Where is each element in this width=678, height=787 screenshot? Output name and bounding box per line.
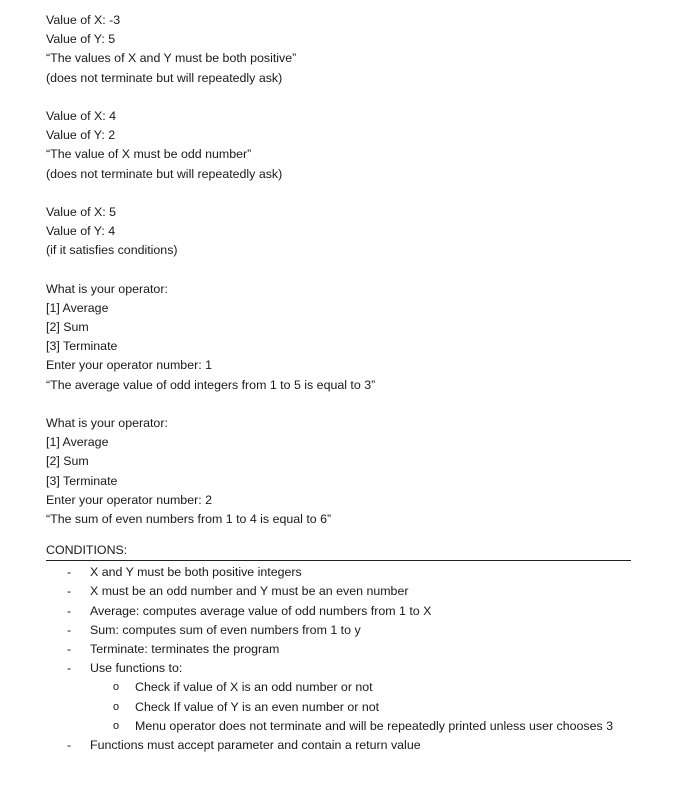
list-item: [46, 659, 646, 678]
example-even-x-input: [46, 107, 646, 184]
list-item-text: X must be an odd number and Y must be an even number: [90, 584, 409, 599]
spacer: [46, 184, 646, 203]
text-line: Enter your operator number: 1: [46, 358, 212, 373]
text-line: What is your operator:: [46, 281, 168, 296]
text-line: Value of Y: 2: [46, 128, 116, 143]
list-item: [46, 563, 646, 582]
text-line: [1] Average: [46, 435, 109, 450]
text-line: Enter your operator number: 2: [46, 492, 212, 507]
list-item-text: X and Y must be both positive integers: [90, 565, 302, 580]
list-item: [46, 582, 646, 601]
text-line: “The values of X and Y must be both positive”: [46, 51, 297, 66]
text-line: [3] Terminate: [46, 473, 118, 488]
text-line: [1] Average: [46, 300, 109, 315]
dash-bullet-icon: -: [67, 642, 72, 656]
dash-bullet-icon: -: [67, 737, 72, 752]
menu-example-sum: [46, 414, 646, 529]
dash-bullet-icon: -: [67, 622, 72, 637]
spacer: [46, 395, 646, 414]
spacer: [46, 260, 646, 279]
sub-list-item-text: Check if value of X is an odd number or not: [135, 680, 373, 695]
text-line: Value of X: 5: [46, 204, 117, 219]
example-valid-input: [46, 203, 646, 261]
dash-bullet-icon: -: [67, 661, 72, 676]
text-line: “The value of X must be odd number”: [46, 147, 252, 162]
text-line: (does not terminate but will repeatedly ask): [46, 166, 283, 181]
text-line: “The average value of odd integers from 1 to 5 is equal to 3”: [46, 377, 376, 392]
circle-bullet-icon: o: [113, 700, 120, 713]
text-line: Value of X: -3: [46, 13, 121, 27]
conditions-heading: CONDITIONS:: [46, 541, 631, 561]
list-item: [46, 640, 646, 659]
list-item: [46, 621, 646, 640]
document-page: [46, 11, 646, 755]
text-line: Value of Y: 5: [46, 32, 116, 47]
list-item-text: Use functions to:: [90, 661, 183, 676]
list-item-text: Average: computes average value of odd numbers from 1 to X: [90, 603, 432, 618]
circle-bullet-icon: o: [113, 719, 120, 732]
list-item-text: Functions must accept parameter and contain a return value: [90, 737, 421, 752]
example-negative-input: [46, 11, 646, 88]
circle-bullet-icon: o: [113, 681, 120, 694]
text-line: (does not terminate but will repeatedly ask): [46, 70, 283, 85]
text-line: [2] Sum: [46, 454, 89, 469]
sub-list-item-text: Check If value of Y is an even number or not: [135, 699, 380, 714]
sub-list-item-text: Menu operator does not terminate and will be repeatedly printed unless user chooses 3: [135, 718, 614, 733]
spacer: [46, 88, 646, 107]
conditions-list: [46, 563, 646, 755]
list-item-text: Sum: computes sum of even numbers from 1 to y: [90, 622, 361, 637]
menu-example-average: [46, 280, 646, 395]
text-line: [2] Sum: [46, 320, 89, 334]
text-line: What is your operator:: [46, 415, 168, 430]
text-line: (if it satisfies conditions): [46, 243, 178, 258]
sub-list-item: [46, 678, 646, 697]
text-line: “The sum of even numbers from 1 to 4 is equal to 6”: [46, 511, 332, 526]
text-line: [3] Terminate: [46, 339, 118, 354]
list-item: [46, 736, 646, 755]
dash-bullet-icon: -: [67, 584, 72, 599]
sub-list-item: [46, 698, 646, 717]
sub-list-item: [46, 717, 646, 736]
text-line: Value of Y: 4: [46, 224, 116, 239]
list-item: [46, 602, 646, 621]
dash-bullet-icon: -: [67, 603, 72, 618]
list-item-text: Terminate: terminates the program: [90, 642, 280, 656]
text-line: Value of X: 4: [46, 108, 117, 123]
dash-bullet-icon: -: [67, 565, 72, 580]
